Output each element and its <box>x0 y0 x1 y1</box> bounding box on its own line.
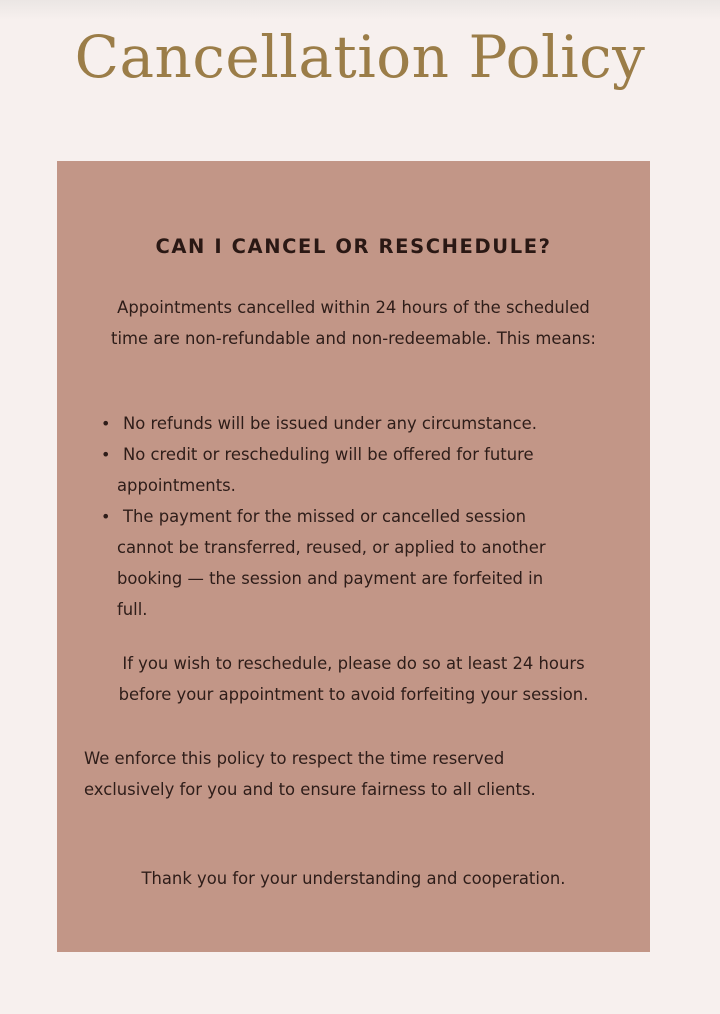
enforcement-note <box>84 743 624 805</box>
policy-bullet-text: The payment for the missed or cancelled session <box>123 507 527 526</box>
enforcement-note-line-1: We enforce this policy to respect the time reserved <box>84 749 505 768</box>
page-title: Cancellation Policy <box>74 23 646 91</box>
bullet-icon: • <box>101 414 111 433</box>
policy-intro-line-1: Appointments cancelled within 24 hours of the scheduled <box>117 298 590 317</box>
policy-bullet-text: full. <box>117 600 148 619</box>
reschedule-note <box>57 648 650 710</box>
policy-bullet-text: booking — the session and payment are forfeited in <box>117 569 544 588</box>
reschedule-note-line-2: before your appointment to avoid forfeiting your session. <box>118 685 589 704</box>
bullet-icon: • <box>101 445 111 464</box>
policy-intro-line-2: time are non-refundable and non-redeemable. This means: <box>111 329 596 348</box>
policy-bullet-text: No refunds will be issued under any circumstance. <box>123 414 537 433</box>
policy-bullet-text: No credit or rescheduling will be offered for future <box>123 445 534 464</box>
policy-heading: CAN I CANCEL OR RESCHEDULE? <box>155 235 552 258</box>
thank-you-note: Thank you for your understanding and cooperation. <box>141 869 566 888</box>
policy-bullet-item <box>57 439 650 501</box>
policy-bullet-text: appointments. <box>117 476 236 495</box>
enforcement-note-line-2: exclusively for you and to ensure fairness to all clients. <box>84 780 536 799</box>
policy-card <box>57 161 650 952</box>
policy-bullet-item <box>57 501 650 625</box>
policy-intro <box>57 292 650 354</box>
bullet-icon: • <box>101 507 111 526</box>
policy-bullet-text: cannot be transferred, reused, or applied to another <box>117 538 546 557</box>
policy-bullet-item <box>57 408 650 439</box>
page-top-shade <box>0 0 720 20</box>
reschedule-note-line-1: If you wish to reschedule, please do so at least 24 hours <box>122 654 585 673</box>
policy-bullet-list <box>57 408 650 625</box>
